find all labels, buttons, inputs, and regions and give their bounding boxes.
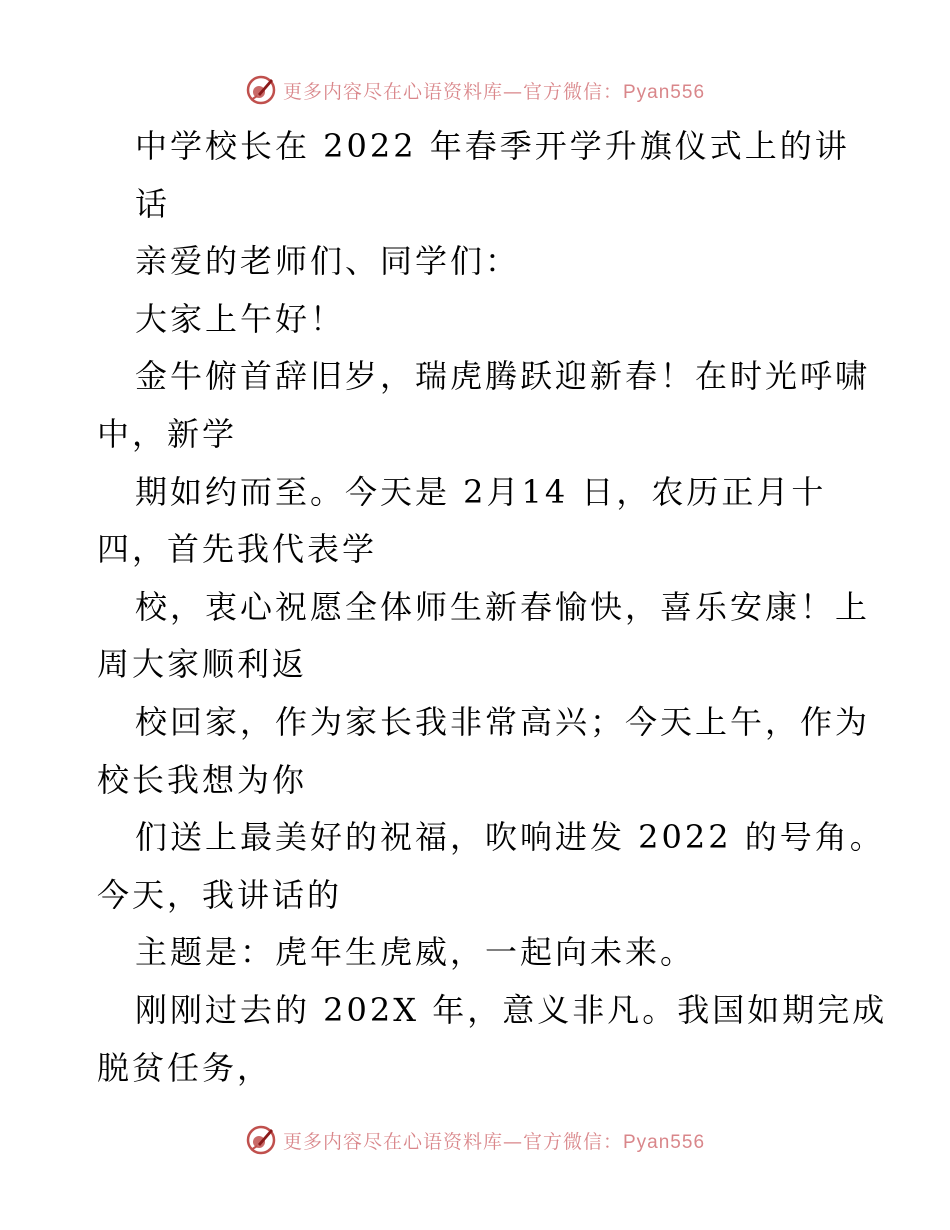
title-line-2: 话	[135, 184, 171, 223]
paragraph-line: 期如约而至。今天是 2月14 日，农历正月十	[135, 472, 827, 511]
paragraph-line: 金牛俯首辞旧岁，瑞虎腾跃迎新春！在时光呼啸	[135, 357, 871, 396]
paragraph-line: 中，新学	[97, 414, 238, 453]
document-body	[97, 118, 888, 1097]
paragraph-line: 校，衷心祝愿全体师生新春愉快，喜乐安康！上	[135, 587, 871, 626]
wechat-id: Pyan556	[623, 1131, 706, 1153]
footer-banner	[0, 1120, 950, 1160]
paragraph-line: 脱贫任务，	[97, 1048, 273, 1087]
paragraph-line: 刚刚过去的 202X 年，意义非凡。我国如期完成	[135, 990, 888, 1029]
wechat-id: Pyan556	[623, 81, 706, 103]
quill-pen-logo-icon	[245, 74, 277, 106]
paragraph-line: 今天，我讲话的	[97, 875, 343, 914]
footer-banner-text: 更多内容尽在心语资料库—官方微信：Pyan556	[282, 1130, 706, 1153]
greeting: 大家上午好！	[135, 299, 346, 338]
paragraph-line: 校长我想为你	[97, 760, 308, 799]
salutation: 亲爱的老师们、同学们：	[135, 242, 521, 281]
header-banner	[0, 70, 950, 110]
title-line-1: 中学校长在 2022 年春季开学升旗仪式上的讲	[135, 127, 850, 165]
quill-pen-logo-icon	[245, 1124, 277, 1156]
header-banner-text: 更多内容尽在心语资料库—官方微信：Pyan556	[282, 80, 706, 103]
paragraph-line: 校回家，作为家长我非常高兴；今天上午，作为	[135, 702, 871, 741]
paragraph-line: 周大家顺利返	[97, 645, 308, 684]
paragraph-line: 主题是：虎年生虎威，一起向未来。	[135, 933, 696, 972]
paragraph-line: 们送上最美好的祝福，吹响进发 2022 的号角。	[135, 818, 885, 857]
paragraph-line: 四，首先我代表学	[97, 530, 378, 569]
